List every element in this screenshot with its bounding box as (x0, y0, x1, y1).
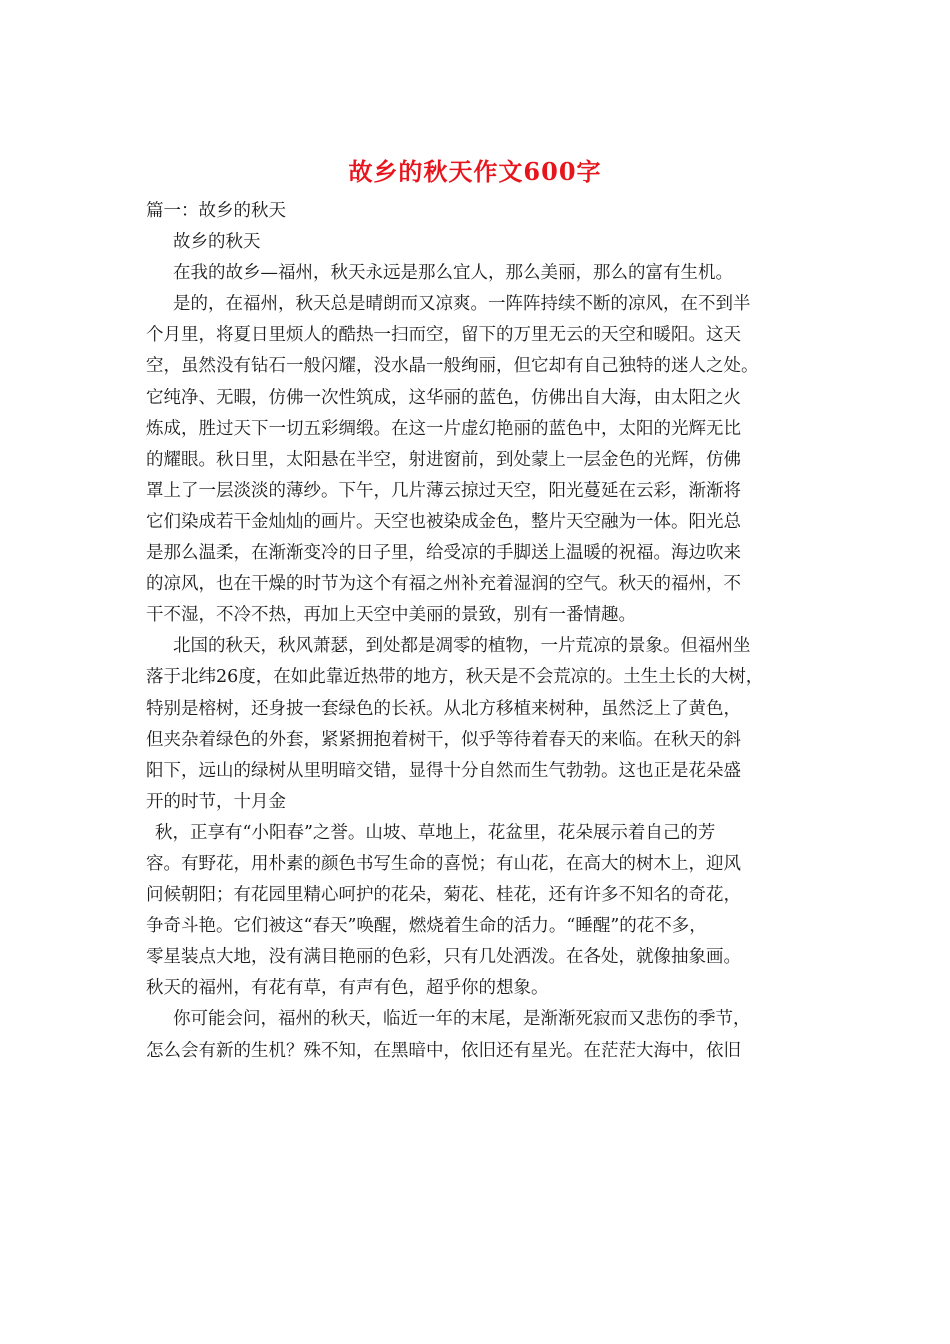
paragraph-line: 个月里，将夏日里烦人的酷热一扫而空，留下的万里无云的天空和暖阳。这天 (146, 325, 741, 346)
paragraph-line: 秋天的福州，有花有草，有声有色，超乎你的想象。 (146, 978, 549, 999)
paragraph-line: 但夹杂着绿色的外套，紧紧拥抱着树干，似乎等待着春天的来临。在秋天的斜 (146, 729, 741, 750)
paragraph-line: 干不湿，不冷不热，再加上天空中美丽的景致，别有一番情趣。 (146, 605, 636, 626)
paragraph-line: 争奇斗艳。它们被这“春天”唤醒，燃烧着生命的活力。“睡醒”的花不多， (146, 916, 707, 937)
paragraph-line: 特别是榕树，还身披一套绿色的长袄。从北方移植来树种，虽然泛上了黄色， (146, 698, 741, 719)
paragraph-line: 的凉风，也在干燥的时节为这个有福之州补充着湿润的空气。秋天的福州，不 (146, 574, 741, 595)
paragraph-line: 零星装点大地，没有满目艳丽的色彩，只有几处洒泼。在各处，就像抽象画。 (146, 947, 741, 968)
section-heading: 篇一：故乡的秋天 (146, 201, 286, 221)
paragraph-line: 落于北纬26度，在如此靠近热带的地方，秋天是不会荒凉的。土生土长的大树， (146, 667, 764, 688)
paragraph-line: 北国的秋天，秋风萧瑟，到处都是凋零的植物，一片荒凉的景象。但福州坐 (173, 636, 751, 657)
paragraph-line: 它们染成若干金灿灿的画片。天空也被染成金色，整片天空融为一体。阳光总 (146, 511, 741, 532)
paragraph-line: 问候朝阳；有花园里精心呵护的花朵，菊花、桂花，还有许多不知名的奇花， (146, 885, 741, 906)
paragraph-line: 容。有野花，用朴素的颜色书写生命的喜悦；有山花，在高大的树木上，迎风 (146, 853, 741, 874)
paragraph-line: 怎么会有新的生机？殊不知，在黑暗中，依旧还有星光。在茫茫大海中，依旧 (146, 1040, 741, 1061)
paragraph-line: 开的时节，十月金 (146, 791, 286, 812)
document-body (146, 196, 811, 1067)
paragraph-line: 在我的故乡—福州，秋天永远是那么宜人，那么美丽，那么的富有生机。 (173, 263, 733, 284)
subtitle: 故乡的秋天 (173, 232, 261, 253)
paragraph-line: 你可能会问，福州的秋天，临近一年的末尾，是渐渐死寂而又悲伤的季节， (173, 1009, 751, 1030)
paragraph-line: 它纯净、无暇，仿佛一次性筑成，这华丽的蓝色，仿佛出自大海，由太阳之火 (146, 387, 741, 408)
paragraph-line: 罩上了一层淡淡的薄纱。下午，几片薄云掠过天空，阳光蔓延在云彩，渐渐将 (146, 480, 741, 501)
paragraph-line: 阳下，远山的绿树从里明暗交错，显得十分自然而生气勃勃。这也正是花朵盛 (146, 760, 741, 781)
paragraph-line: 空，虽然没有钻石一般闪耀，没水晶一般绚丽，但它却有自己独特的迷人之处。 (146, 356, 759, 377)
paragraph-line: 是的，在福州，秋天总是晴朗而又凉爽。一阵阵持续不断的凉风，在不到半 (173, 294, 751, 315)
paragraph-line: 炼成，胜过天下一切五彩绸缎。在这一片虚幻艳丽的蓝色中，太阳的光辉无比 (146, 418, 741, 439)
paragraph-line: 是那么温柔，在渐渐变冷的日子里，给受凉的手脚送上温暖的祝福。海边吹来 (146, 543, 741, 564)
paragraph-line: 的耀眼。秋日里，太阳悬在半空，射进窗前，到处蒙上一层金色的光辉，仿佛 (146, 449, 741, 470)
document-title: 故乡的秋天作文600字 (348, 157, 602, 186)
paragraph-line: 秋，正享有“小阳春”之誉。山坡、草地上，花盆里，花朵展示着自己的芳 (155, 822, 716, 843)
